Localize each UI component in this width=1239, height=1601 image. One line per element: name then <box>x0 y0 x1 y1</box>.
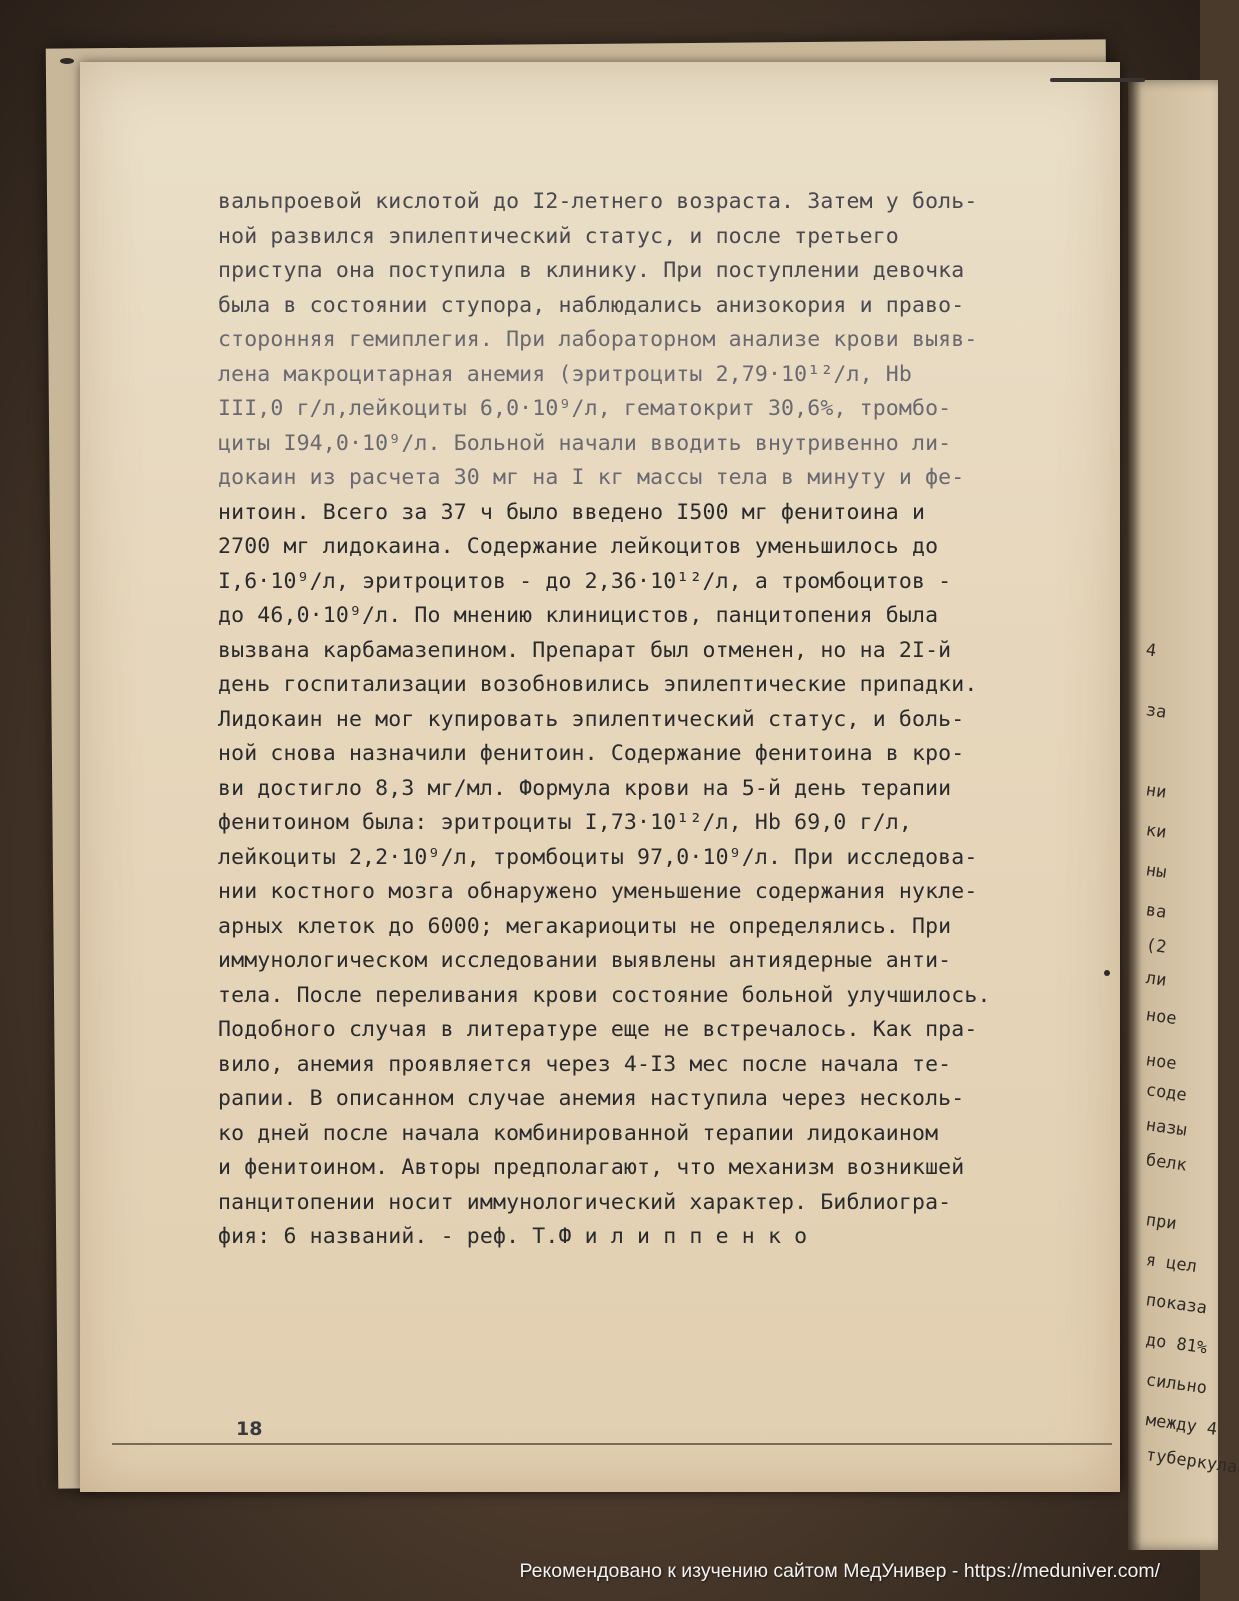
facing-page-fragment: соде <box>1144 1080 1188 1106</box>
facing-page-edge <box>1128 80 1239 1550</box>
text-line: лейкоциты 2,2·10⁹/л, тромбоциты 97,0·10⁹/л. При исследова- <box>218 844 978 870</box>
text-line: до 46,0·10⁹/л. По мнению клиницистов, панцитопения была <box>218 603 939 628</box>
ink-spot <box>60 58 74 64</box>
facing-page-fragment: (2 <box>1144 935 1168 958</box>
facing-page-fragment: ва <box>1144 900 1168 923</box>
text-line: день госпитализации возобновились эпилептические припадки. <box>218 672 978 697</box>
text-line: вызвана карбамазепином. Препарат был отменен, но на 2I-й <box>218 637 952 663</box>
text-line: вило, анемия проявляется через 4-I3 мес после начала те- <box>218 1051 952 1077</box>
text-line: была в состоянии ступора, наблюдались анизокория и право- <box>218 292 965 318</box>
page-bottom-rule <box>112 1443 1112 1445</box>
top-edge-mark <box>1050 78 1145 82</box>
text-line: Подобного случая в литературе еще не встречалось. Как пра- <box>218 1017 978 1042</box>
text-line: ко дней после начала комбинированной терапии лидокаином <box>218 1120 939 1146</box>
text-line: сторонняя гемиплегия. При лабораторном анализе крови выяв- <box>218 327 978 352</box>
facing-page-fragment: я цел <box>1144 1250 1199 1278</box>
page-text <box>218 185 1048 1255</box>
text-line: докаин из расчета 30 мг на I кг массы тела в минуту и фе- <box>218 465 965 490</box>
facing-page-fragment: ное <box>1144 1005 1178 1030</box>
facing-page-fragment: между 4 <box>1144 1410 1219 1440</box>
facing-page-fragment: показа <box>1144 1290 1209 1319</box>
facing-page-fragment: ки <box>1144 820 1168 843</box>
text-line: панцитопении носит иммунологический характер. Библиогра- <box>218 1189 952 1215</box>
text-line: арных клеток до 6000; мегакариоциты не определялись. При <box>218 913 952 939</box>
text-line: III,0 г/л,лейкоциты 6,0·10⁹/л, гематокрит 30,6%, тромбо- <box>218 396 952 421</box>
facing-page-fragment: сильно <box>1144 1370 1209 1399</box>
text-line: фенитоином была: эритроциты I,73·10¹²/л, Hb 69,0 г/л, <box>218 810 912 835</box>
facing-page-fragment: назы <box>1144 1115 1188 1141</box>
facing-page-fragment: ни <box>1144 780 1168 803</box>
text-line: приступа она поступила в клинику. При поступлении девочка <box>218 258 965 283</box>
text-line: тела. После переливания крови состояние больной улучшилось. <box>218 982 991 1008</box>
text-line: нии костного мозга обнаружено уменьшение содержания нукле- <box>218 879 978 904</box>
text-line: и фенитоином. Авторы предполагают, что механизм возникшей <box>218 1155 965 1180</box>
facing-page-fragment: ны <box>1144 860 1168 883</box>
facing-page-fragment: до 81% <box>1144 1330 1209 1359</box>
text-line: ной снова назначили фенитоин. Содержание фенитоина в кро- <box>218 741 965 766</box>
facing-page-fragment: белк <box>1144 1150 1188 1176</box>
text-line: фия: 6 названий. - реф. Т.Ф и л и п п е н к о <box>218 1224 808 1249</box>
text-line: 2700 мг лидокаина. Содержание лейкоцитов уменьшилось до <box>218 534 939 559</box>
text-line: нитоин. Всего за 37 ч было введено I500 мг фенитоина и <box>218 499 926 525</box>
text-line: циты I94,0·10⁹/л. Больной начали вводить внутривенно ли- <box>218 430 952 456</box>
text-line: ви достигло 8,3 мг/мл. Формула крови на 5-й день терапии <box>218 775 952 801</box>
facing-page-fragment: 4 <box>1144 640 1158 662</box>
text-line: рапии. В описанном случае анемия наступила через несколь- <box>218 1086 965 1111</box>
text-line: лена макроцитарная анемия (эритроциты 2,79·10¹²/л, Hb <box>218 361 912 387</box>
text-line: вальпроевой кислотой до I2-летнего возраста. Затем у боль- <box>218 189 978 214</box>
facing-page-fragment: туберкула <box>1144 1445 1239 1478</box>
text-line: иммунологическом исследовании выявлены антиядерные анти- <box>218 948 952 973</box>
site-watermark: Рекомендовано к изучению сайтом МедУнивер - https://meduniver.com/ <box>519 1560 1160 1582</box>
facing-page-fragment: за <box>1144 700 1168 723</box>
facing-page-fragment: ли <box>1144 968 1168 991</box>
page-number: 18 <box>236 1418 263 1440</box>
text-line: Лидокаин не мог купировать эпилептический статус, и боль- <box>218 706 965 732</box>
text-line: ной развился эпилептический статус, и после третьего <box>218 223 899 249</box>
text-line: I,6·10⁹/л, эритроцитов - до 2,36·10¹²/л, а тромбоцитов - <box>218 568 952 594</box>
facing-page-fragment: при <box>1144 1210 1178 1235</box>
facing-page-fragment: ное <box>1144 1050 1178 1075</box>
ink-spot <box>1104 970 1110 976</box>
